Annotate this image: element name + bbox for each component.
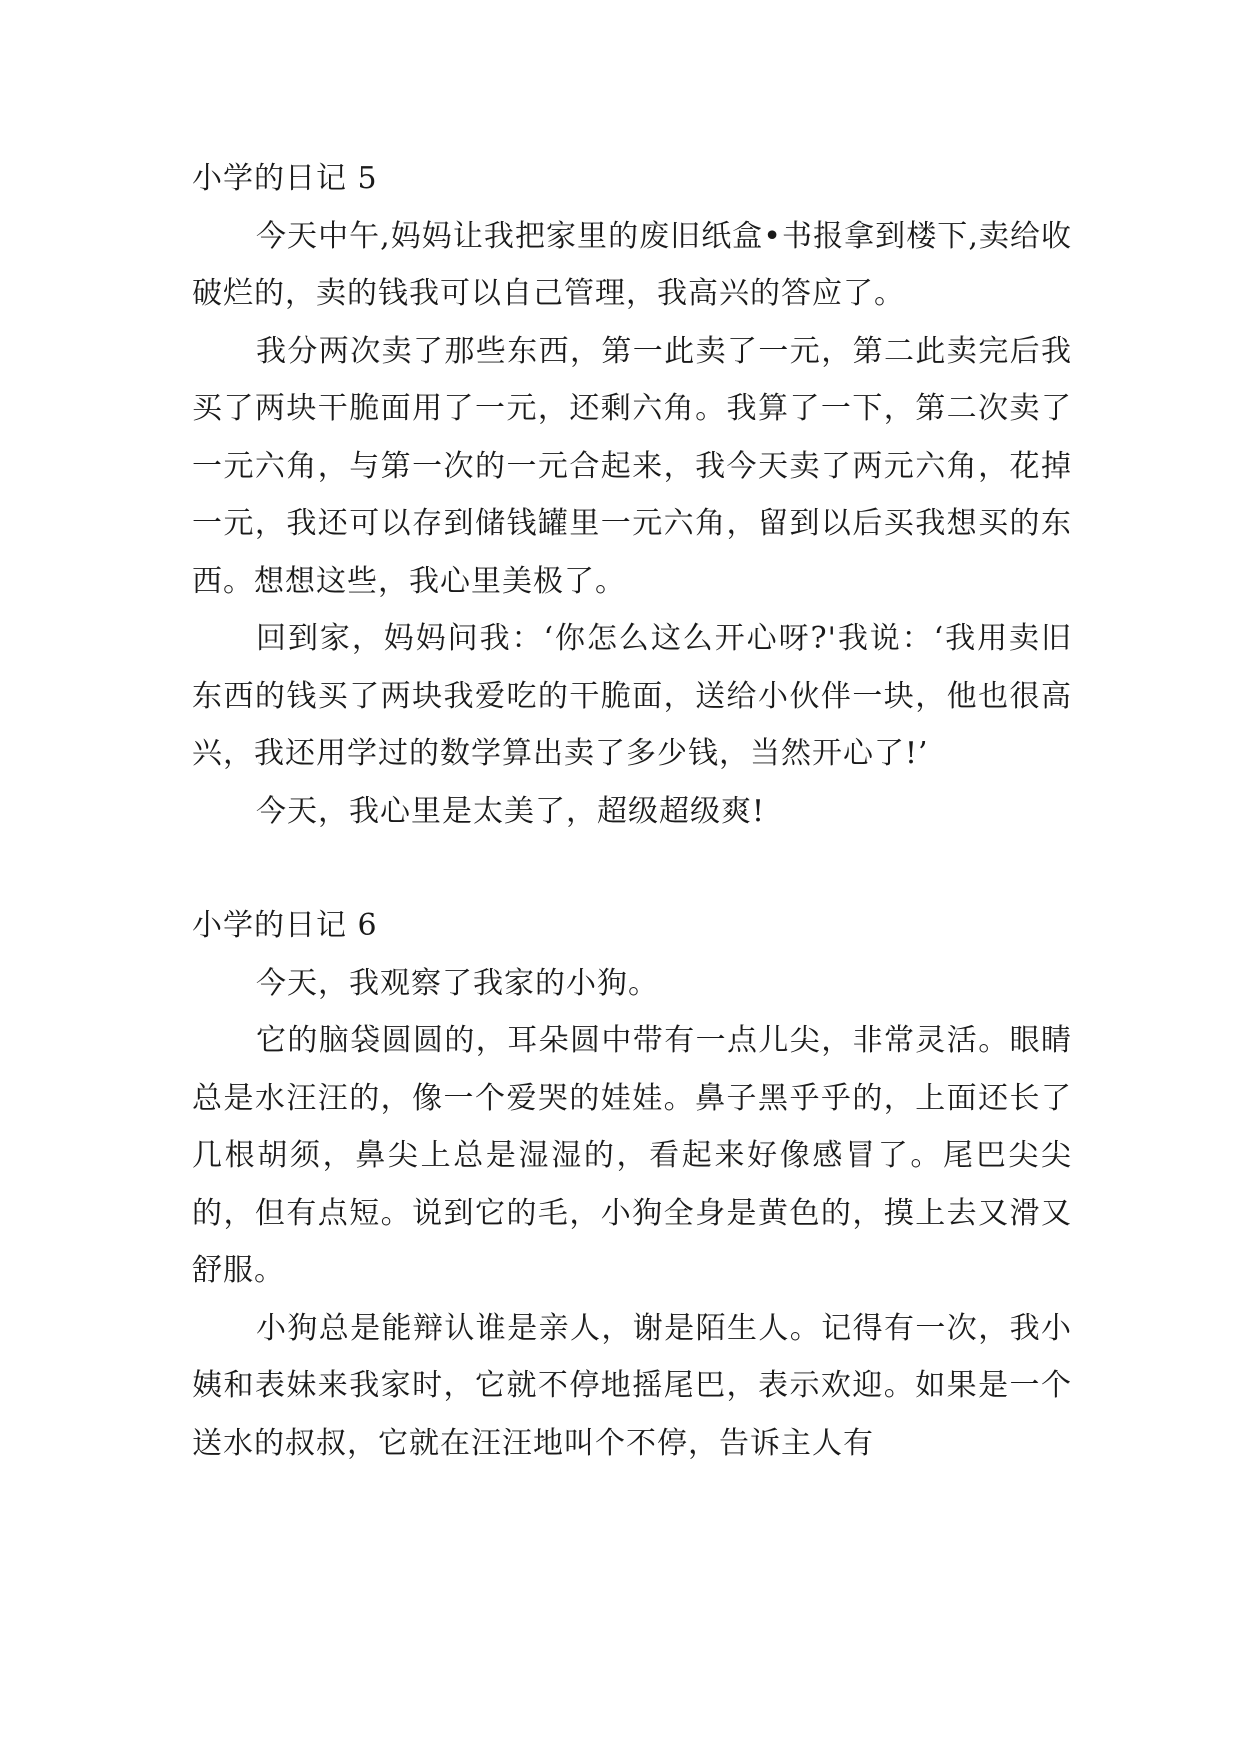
- diary-entry-5: [192, 150, 1072, 840]
- document-body: [192, 150, 1072, 1472]
- entry-title: 小学的日记 6: [192, 908, 378, 943]
- diary-entry-6: [192, 897, 1072, 1472]
- paragraph: 回到家，妈妈问我：‘你怎么这么开心呀?'我说：‘我用卖旧东西的钱买了两块我爱吃的干脆面，送给小伙伴一块，他也很高兴，我还用学过的数学算出卖了多少钱，当然开心了!’: [192, 621, 1072, 771]
- paragraph: 它的脑袋圆圆的，耳朵圆中带有一点儿尖，非常灵活。眼睛总是水汪汪的，像一个爱哭的娃娃。鼻子黑乎乎的，上面还长了几根胡须，鼻尖上总是湿湿的，看起来好像感冒了。尾巴尖尖的，但有点短。说到它的毛，小狗全身是黄色的，摸上去又滑又舒服。: [192, 1023, 1072, 1288]
- paragraph: 今天，我观察了我家的小狗。: [256, 965, 659, 1001]
- paragraph: 小狗总是能辩认谁是亲人，谢是陌生人。记得有一次，我小姨和表妹来我家时，它就不停地摇尾巴，表示欢迎。如果是一个送水的叔叔，它就在汪汪地叫个不停，告诉主人有: [192, 1310, 1072, 1461]
- paragraph: 我分两次卖了那些东西，第一此卖了一元，第二此卖完后我买了两块干脆面用了一元，还剩六角。我算了一下，第二次卖了一元六角，与第一次的一元合起来，我今天卖了两元六角，花掉一元，我还可以存到储钱罐里一元六角，留到以后买我想买的东西。想想这些，我心里美极了。: [192, 333, 1072, 599]
- entry-title: 小学的日记 5: [192, 161, 378, 196]
- paragraph: 今天，我心里是太美了，超级超级爽!: [256, 793, 766, 829]
- paragraph: 今天中午,妈妈让我把家里的废旧纸盒•书报拿到楼下,卖给收破烂的，卖的钱我可以自己管理，我高兴的答应了。: [192, 218, 1072, 311]
